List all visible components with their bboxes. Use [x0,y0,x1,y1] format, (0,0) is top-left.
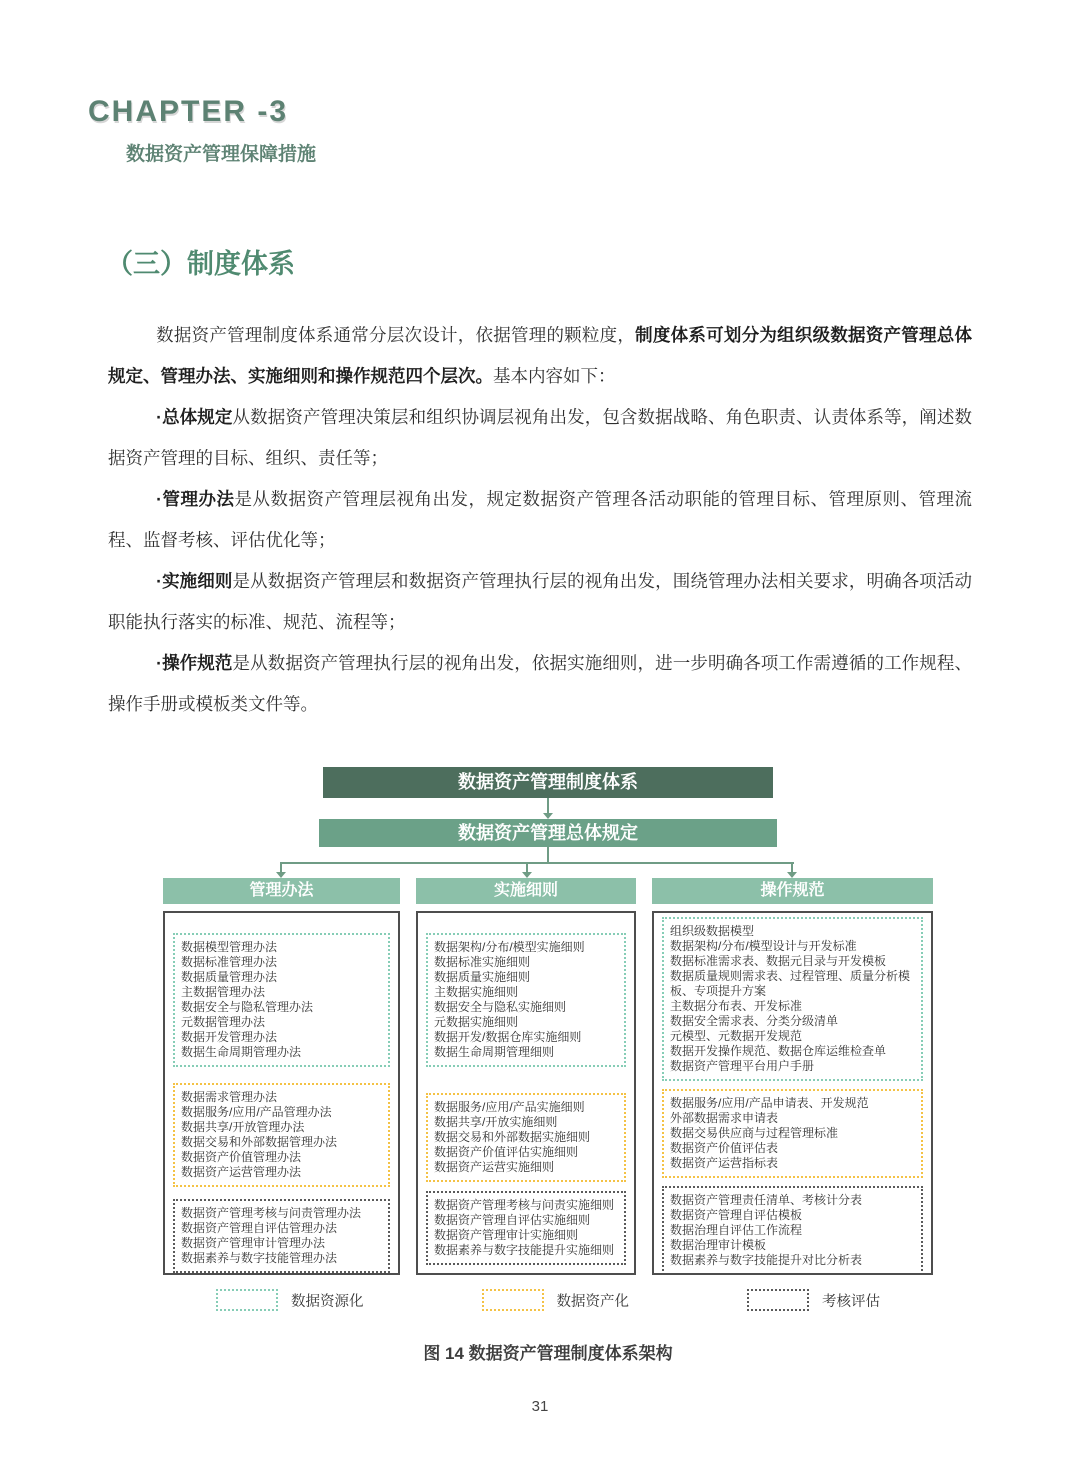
legend-swatch-dark [747,1289,809,1311]
column-operation-standards [652,878,933,1275]
down-arrow-icon [787,872,797,878]
list-item: 主数据实施细则 [434,985,519,999]
bullet-marker: · [156,407,162,427]
list-item: 数据标准管理办法 [181,955,278,969]
list-item: 数据资产运营指标表 [670,1156,779,1170]
column-header: 实施细则 [416,878,636,904]
bullet-term: 操作规范 [161,653,233,673]
list-item: 数据资产管理考核与问责实施细则 [434,1198,615,1212]
diagram-legend [163,1289,933,1311]
list-item: 数据资产管理自评估模板 [670,1208,803,1222]
list-item: 数据架构/分布/模型实施细则 [434,940,585,954]
legend-entry [747,1289,880,1311]
legend-swatch-teal [216,1289,278,1311]
intro-paragraph [108,315,972,397]
body-text [108,315,972,725]
list-item: 数据生命周期管理细则 [434,1045,555,1059]
group-data-capitalization [426,1093,626,1182]
legend-label: 考核评估 [822,1293,880,1310]
chapter-subtitle: 数据资产管理保障措施 [126,144,317,165]
list-item: 数据质量实施细则 [434,970,531,984]
group-data-resourcing [662,917,923,1081]
bullet-body: 是从数据资产管理层视角出发，规定数据资产管理各活动职能的管理目标、管理原则、管理流程、监督考核、评估优化等； [108,489,973,550]
list-item: 数据质量管理办法 [181,970,278,984]
bullet-term: 总体规定 [161,407,233,427]
bullet-marker: · [156,489,162,509]
list-item: 数据标准需求表、数据元目录与开发模板 [670,954,887,968]
list-item: 数据模型管理办法 [181,940,278,954]
list-item: 数据治理自评估工作流程 [670,1223,803,1237]
intro-post: 基本内容如下： [493,366,616,386]
list-item: 数据资产管理平台用户手册 [670,1059,815,1073]
column-implementation-rules [416,878,636,1275]
list-item: 数据资产管理自评估管理办法 [181,1221,338,1235]
legend-swatch-yellow [482,1289,544,1311]
group-data-resourcing [173,933,390,1067]
institution-system-diagram [163,767,933,1364]
list-item: 数据资产运营实施细则 [434,1160,555,1174]
list-item: 数据资产价值评估表 [670,1141,779,1155]
group-data-capitalization [173,1083,390,1187]
connector-line [547,847,549,862]
list-item: 组织级数据模型 [670,924,755,938]
bullet-paragraph [108,479,972,561]
list-item: 数据需求管理办法 [181,1090,278,1104]
list-item: 数据服务/应用/产品实施细则 [434,1100,585,1114]
column-management-measures [163,878,400,1275]
page-number: 31 [531,1398,549,1415]
list-item: 数据资产价值管理办法 [181,1150,302,1164]
list-item: 数据服务/应用/产品管理办法 [181,1105,332,1119]
list-item: 数据资产管理自评估实施细则 [434,1213,591,1227]
list-item: 主数据分布表、开发标准 [670,999,803,1013]
list-item: 元数据实施细则 [434,1015,519,1029]
diagram-level2-box: 数据资产管理总体规定 [319,819,777,847]
chapter-title: CHAPTER -3 [88,95,289,128]
list-item: 数据共享/开放实施细则 [434,1115,558,1129]
bullet-body: 从数据资产管理决策层和组织协调层视角出发，包含数据战略、角色职责、认责体系等，阐述数据资产管理的目标、组织、责任等； [108,407,973,468]
column-header: 管理办法 [163,878,400,904]
group-data-resourcing [426,933,626,1067]
connector-line [526,862,528,872]
list-item: 数据标准实施细则 [434,955,531,969]
list-item: 数据资产价值评估实施细则 [434,1145,579,1159]
list-item: 数据共享/开放管理办法 [181,1120,305,1134]
figure-caption: 图 14 数据资产管理制度体系架构 [423,1344,673,1363]
bullet-body: 是从数据资产管理层和数据资产管理执行层的视角出发，围绕管理办法相关要求，明确各项活动职能执行落实的标准、规范、流程等； [108,571,973,632]
list-item: 数据交易供应商与过程管理标准 [670,1126,839,1140]
list-item: 数据资产运营管理办法 [181,1165,302,1179]
down-arrow-line [547,798,549,813]
bullet-paragraph [108,397,972,479]
group-assessment [662,1186,923,1275]
list-item: 元数据管理办法 [181,1015,266,1029]
chapter-header [0,0,1080,166]
down-arrow-icon [276,872,286,878]
list-item: 数据资产管理审计管理办法 [181,1236,326,1250]
legend-entry [482,1289,630,1311]
list-item: 数据资产管理责任清单、考核计分表 [670,1193,863,1207]
column-box [416,911,636,1275]
legend-label: 数据资源化 [291,1293,364,1310]
column-box [163,911,400,1275]
list-item: 数据安全与隐私管理办法 [181,1000,314,1014]
list-item: 数据交易和外部数据管理办法 [181,1135,338,1149]
intro-bold: 制度体系可划分为组织级数据资产管理总体规定、管理办法、实施细则和操作规范四个层次。 [108,325,973,386]
connector-line [791,862,793,872]
list-item: 数据资产管理考核与问责管理办法 [181,1206,362,1220]
connector-line [280,862,282,872]
branch-connector [163,847,933,878]
list-item: 数据架构/分布/模型设计与开发标准 [670,939,857,953]
down-arrow-icon [522,872,532,878]
list-item: 元模型、元数据开发规范 [670,1029,803,1043]
list-item: 数据治理审计模板 [670,1238,767,1252]
list-item: 数据质量规则需求表、过程管理、质量分析模板、专项提升方案 [670,969,911,998]
list-item: 数据开发操作规范、数据仓库运维检查单 [670,1044,887,1058]
bullet-term: 管理办法 [161,489,235,509]
legend-entry [216,1289,364,1311]
list-item: 数据服务/应用/产品申请表、开发规范 [670,1096,869,1110]
group-assessment [173,1199,390,1273]
list-item: 数据安全与隐私实施细则 [434,1000,567,1014]
intro-pre: 数据资产管理制度体系通常分层次设计，依据管理的颗粒度， [156,325,636,345]
list-item: 数据生命周期管理办法 [181,1045,302,1059]
connector-line [280,862,794,864]
list-item: 数据资产管理审计实施细则 [434,1228,579,1242]
list-item: 数据开发/数据仓库实施细则 [434,1030,582,1044]
diagram-columns [163,878,933,1275]
diagram-root-box: 数据资产管理制度体系 [323,767,773,798]
list-item: 数据素养与数字技能提升实施细则 [434,1243,615,1257]
list-item: 数据素养与数字技能提升对比分析表 [670,1253,863,1267]
list-item: 主数据管理办法 [181,985,266,999]
bullet-paragraph [108,561,972,643]
bullet-body: 是从数据资产管理执行层的视角出发，依据实施细则，进一步明确各项工作需遵循的工作规程、操作手册或模板类文件等。 [108,653,973,714]
group-assessment [426,1191,626,1265]
list-item: 数据交易和外部数据实施细则 [434,1130,591,1144]
bullet-marker: · [156,653,162,673]
section-title: （三）制度体系 [106,249,295,279]
bullet-paragraph [108,643,972,725]
list-item: 外部数据需求申请表 [670,1111,779,1125]
bullet-marker: · [156,571,162,591]
column-header: 操作规范 [652,878,933,904]
bullet-term: 实施细则 [161,571,233,591]
list-item: 数据开发管理办法 [181,1030,278,1044]
group-data-capitalization [662,1089,923,1178]
list-item: 数据素养与数字技能管理办法 [181,1251,338,1265]
list-item: 数据安全需求表、分类分级清单 [670,1014,839,1028]
legend-label: 数据资产化 [556,1293,629,1310]
column-box [652,911,933,1275]
